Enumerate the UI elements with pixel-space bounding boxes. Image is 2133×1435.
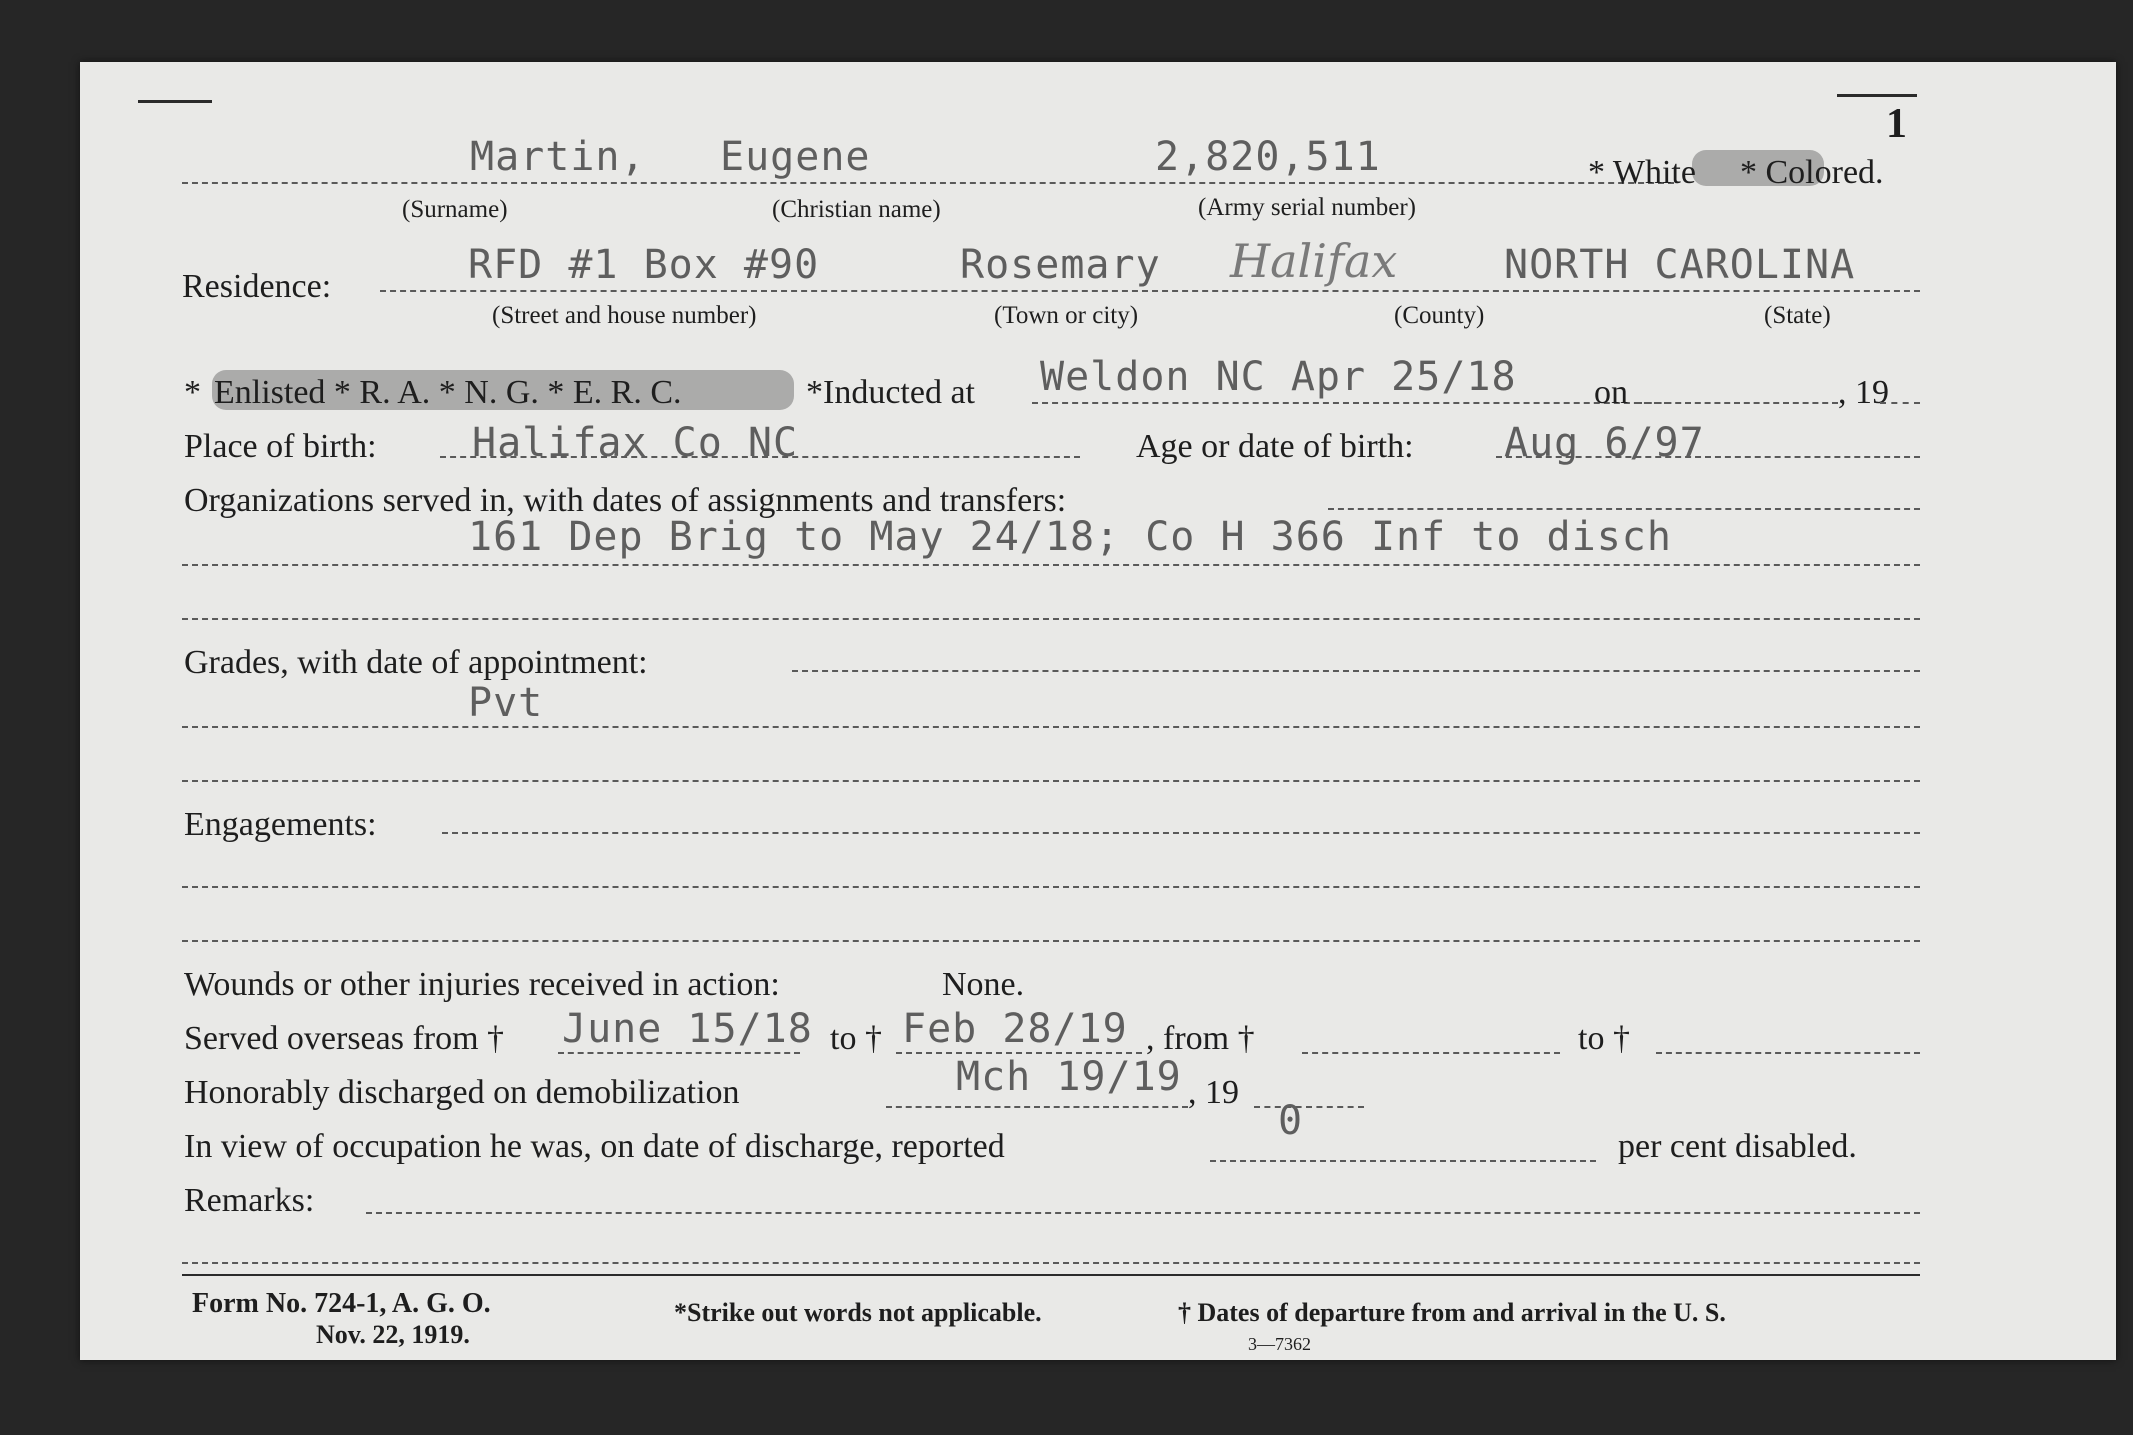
wounds-label: Wounds or other injuries received in action: [184,966,780,1003]
disability-label: In view of occupation he was, on date of discharge, reported [184,1128,1005,1165]
overseas-from-line [558,1052,800,1054]
top-left-rule [138,100,212,103]
serial-caption: (Army serial number) [1198,194,1416,221]
overseas-from-label: Served overseas from † [184,1020,505,1057]
engagements-line-1 [442,832,1920,834]
state-caption: (State) [1764,302,1831,329]
county-caption: (County) [1394,302,1485,329]
grades-value: Pvt [468,680,544,726]
place-of-birth-value: Halifax Co NC [472,420,799,466]
overseas-to-label: to † [830,1020,882,1057]
form-number: Form No. 724-1, A. G. O. [192,1288,491,1319]
disability-line [1210,1160,1596,1162]
state-value: NORTH CAROLINA [1504,242,1856,288]
on-label: on [1594,374,1628,411]
organizations-line-3 [182,618,1920,620]
serial-number-value: 2,820,511 [1155,134,1381,180]
card-number: 1 [1886,101,1907,147]
colored-label: * Colored. [1740,154,1884,191]
service-record-card [80,62,2116,1360]
age-line [1496,456,1920,458]
grades-line-3 [182,780,1920,782]
residence-label: Residence: [182,268,332,305]
on-date-line [1636,402,1838,404]
inducted-label: *Inducted at [806,374,975,411]
overseas-from2-label: , from † [1146,1020,1255,1057]
grades-line-1 [792,670,1920,672]
discharge-line [886,1106,1188,1108]
place-of-birth-line [440,456,1080,458]
age-value: Aug 6/97 [1504,420,1705,466]
organizations-line-1 [1328,508,1920,510]
discharge-label: Honorably discharged on demobilization [184,1074,740,1111]
surname-value: Martin, [470,134,646,180]
induction-year-suffix: , 19 [1838,374,1889,411]
remarks-line-2 [182,1262,1920,1264]
dates-note: † Dates of departure from and arrival in the U. S. [1178,1298,1726,1327]
overseas-to2-label: to † [1578,1020,1630,1057]
town-value: Rosemary [960,242,1161,288]
place-of-birth-label: Place of birth: [184,428,377,465]
street-value: RFD #1 Box #90 [468,242,820,288]
inducted-line [1032,402,1670,404]
top-right-rule [1837,94,1917,97]
strike-out-note: *Strike out words not applicable. [674,1298,1042,1327]
remarks-line-1 [366,1212,1920,1214]
print-code: 3—7362 [1248,1334,1311,1354]
grades-label: Grades, with date of appointment: [184,644,648,681]
form-date: Nov. 22, 1919. [316,1320,470,1349]
enlisted-options: Enlisted * R. A. * N. G. * E. R. C. [214,374,682,411]
street-caption: (Street and house number) [492,302,757,329]
christian-name-value: Eugene [720,134,871,180]
organizations-value: 161 Dep Brig to May 24/18; Co H 366 Inf to disch [468,514,1672,560]
discharge-year-suffix: , 19 [1188,1074,1239,1111]
disability-value: 0 [1278,1098,1304,1144]
induction-year-line [1880,402,1920,404]
overseas-to2-line [1656,1052,1920,1054]
disability-suffix: per cent disabled. [1618,1128,1857,1165]
age-label: Age or date of birth: [1136,428,1414,465]
grades-line-2 [182,726,1920,728]
enlisted-star: * [184,374,201,411]
footer-rule [182,1274,1920,1276]
white-label: * White [1588,154,1696,191]
engagements-line-2 [182,886,1920,888]
town-caption: (Town or city) [994,302,1139,329]
wounds-value: None. [942,966,1025,1003]
discharge-year-line [1254,1106,1364,1108]
engagements-label: Engagements: [184,806,377,843]
discharge-value: Mch 19/19 [956,1054,1182,1100]
inducted-value: Weldon NC Apr 25/18 [1040,354,1517,400]
residence-line [380,290,1920,292]
engagements-line-3 [182,940,1920,942]
county-value: Halifax [1230,234,1398,288]
organizations-label: Organizations served in, with dates of assignments and transfers: [184,482,1067,519]
organizations-line-2 [182,564,1920,566]
surname-caption: (Surname) [402,196,508,223]
overseas-from-value: June 15/18 [562,1006,813,1052]
name-line [182,182,1674,184]
overseas-from2-line [1302,1052,1560,1054]
remarks-label: Remarks: [184,1182,315,1219]
christian-name-caption: (Christian name) [772,196,941,223]
overseas-to-value: Feb 28/19 [902,1006,1128,1052]
